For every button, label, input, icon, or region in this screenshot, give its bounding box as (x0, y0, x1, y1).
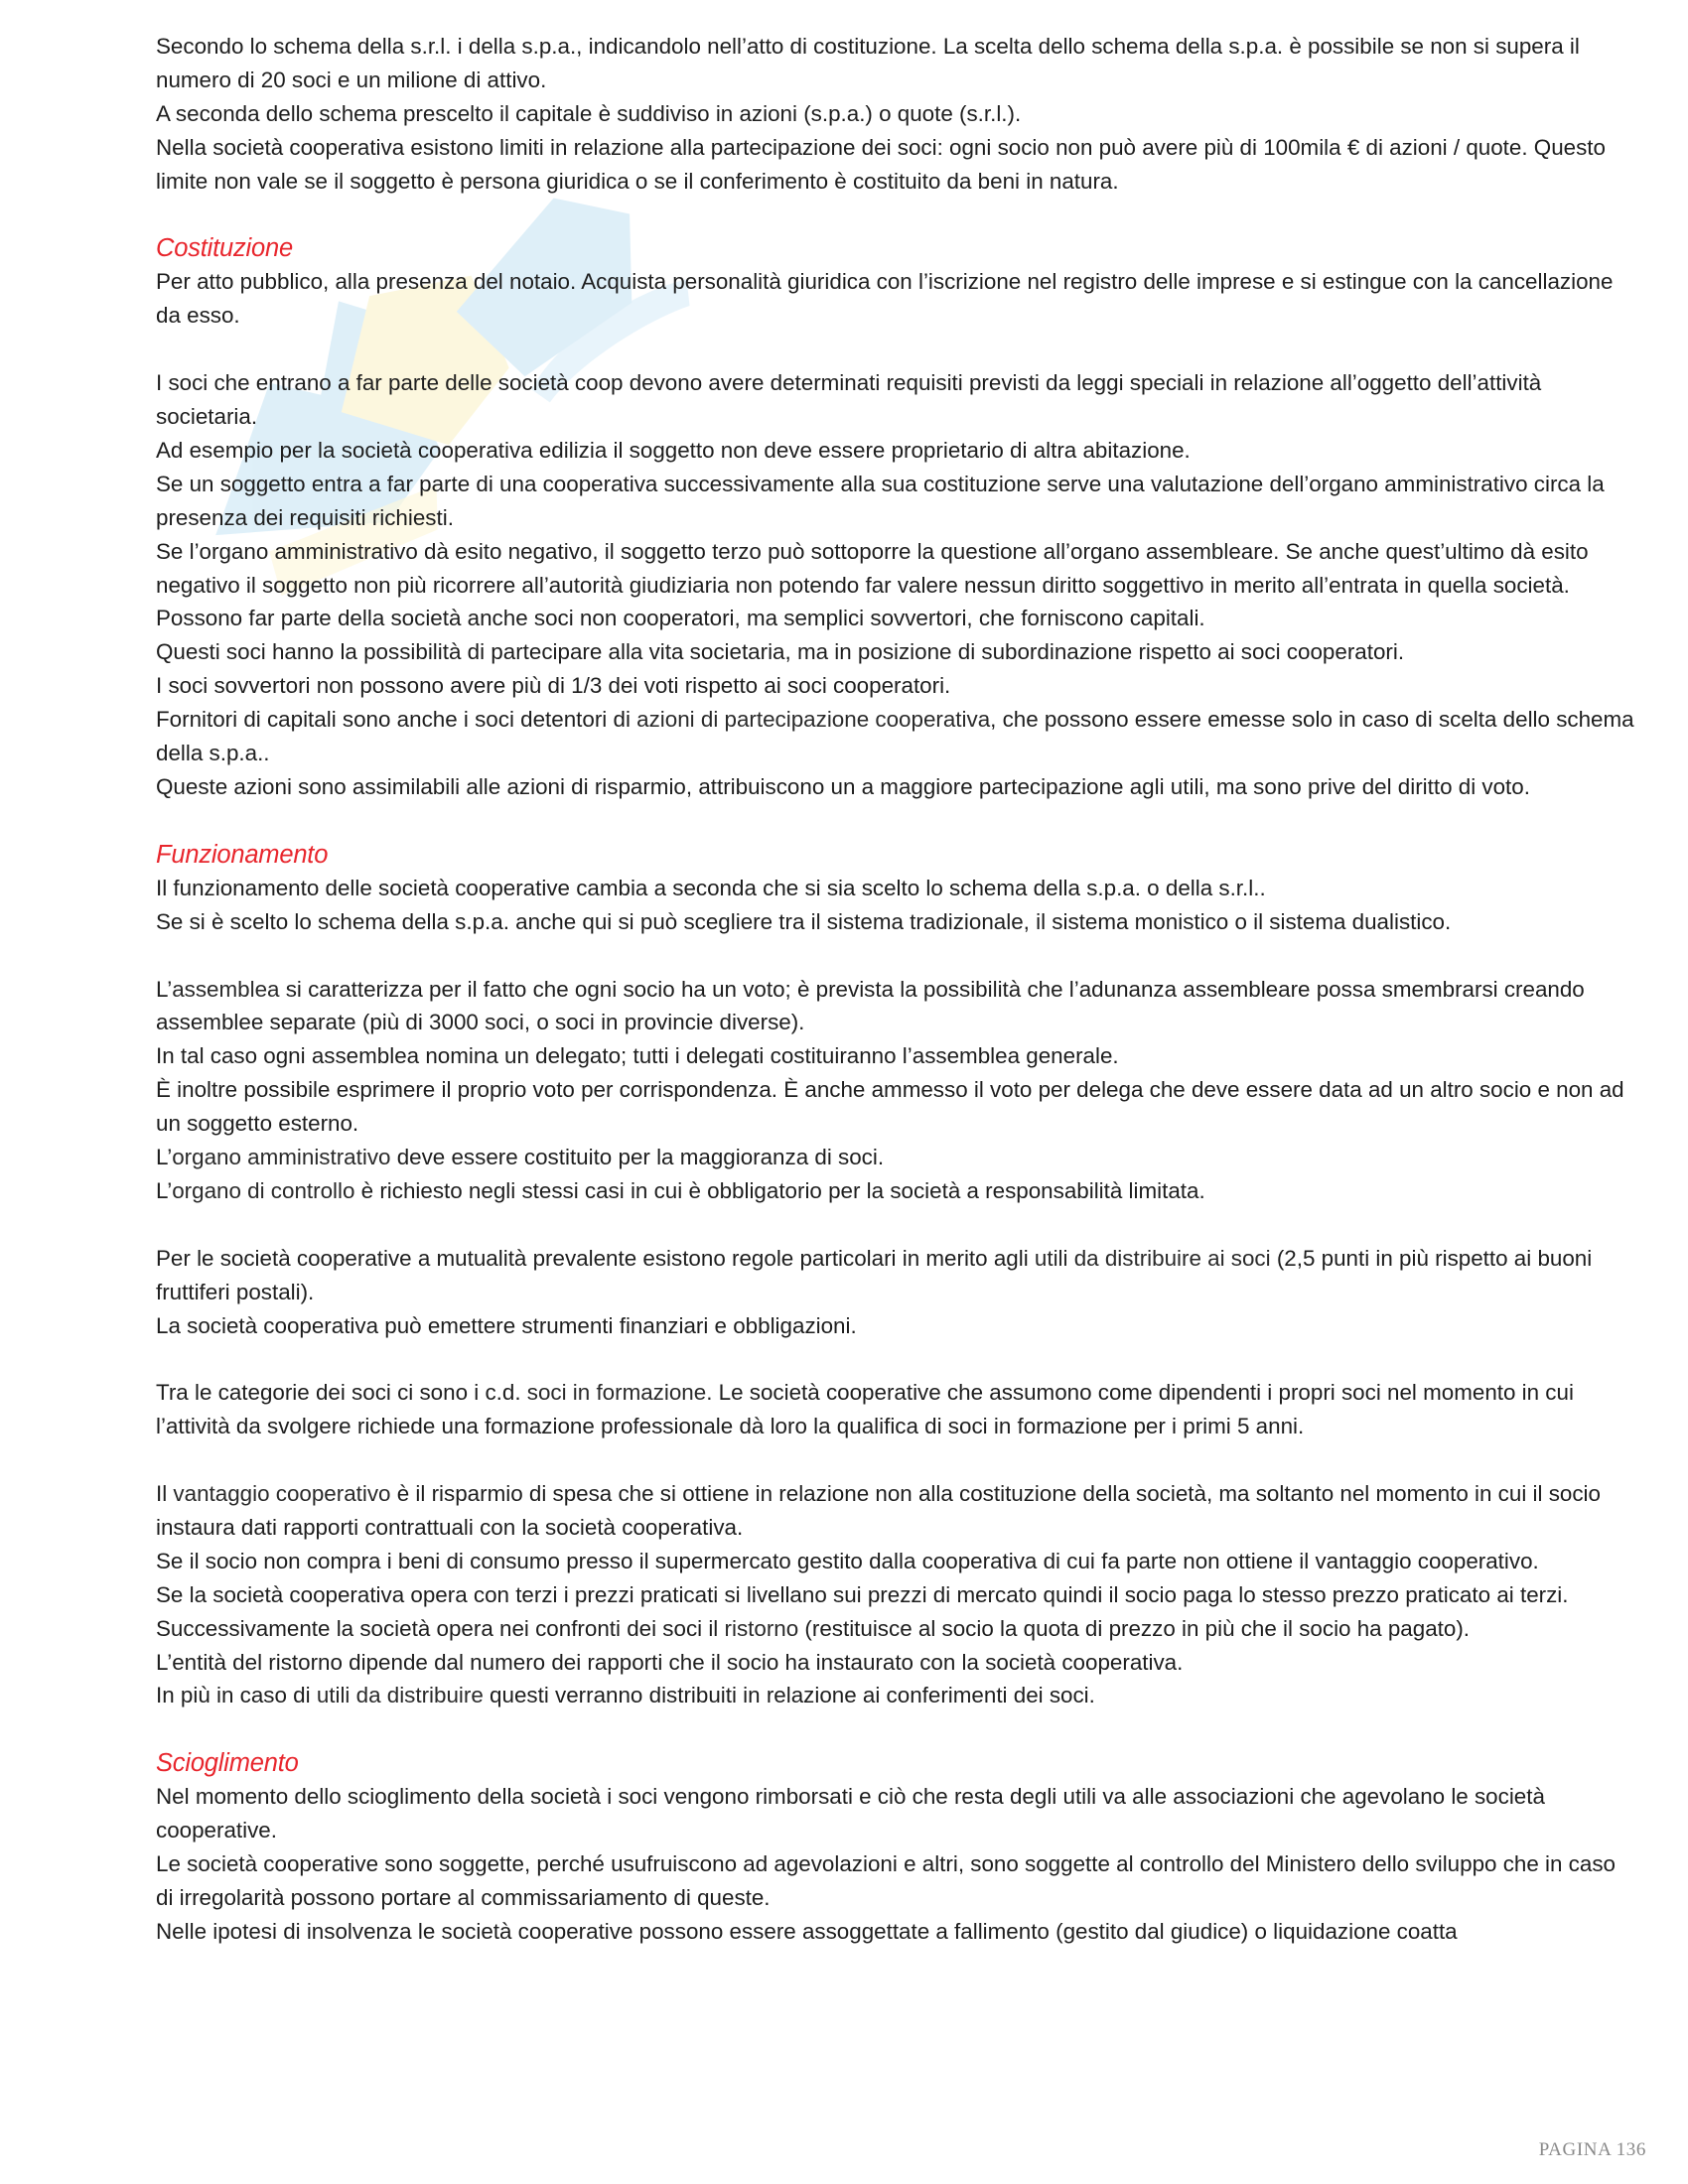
section-heading-costituzione: Costituzione (156, 234, 293, 263)
document-body (156, 30, 1635, 1949)
highlighted-term: utili da distribuire (316, 1683, 484, 1708)
funzionamento-paragraph-12: Se il socio non compra i beni di consumo presso il supermercato gestito dalla cooperativa di cui fa parte non ottiene il vantaggio cooperativo. (156, 1548, 1539, 1573)
funzionamento-paragraph-14 (156, 1612, 1635, 1646)
costituzione-paragraph-5: Se l’organo amministrativo dà esito negativo, il soggetto terzo può sottoporre la questione all’organo assembleare. Se anche quest’ultimo dà esito negativo il soggetto non più ricorrere all’autorità giudiziaria non potendo far valere nessun diritto soggettivo in merito all’entrata in quella società. (156, 538, 1589, 598)
text-run: (2,5 punti in più rispetto ai buoni fruttiferi postali). (156, 1245, 1593, 1304)
costituzione-paragraph-8: I soci sovvertori non possono avere più di 1/3 dei voti rispetto ai soci cooperatori. (156, 673, 951, 699)
funzionamento-paragraph-11 (156, 1477, 1635, 1545)
scioglimento-paragraph-1: Nel momento dello scioglimento della società i soci vengono rimborsati e ciò che resta degli utili va alle associazioni che agevolano le società cooperative. (156, 1784, 1545, 1843)
text-run: L’ (156, 1145, 173, 1170)
text-run: è richiesto negli stessi casi in cui è obbligatorio per la società a responsabilità limitata. (354, 1177, 1205, 1203)
highlighted-term: soci in formazione (526, 1380, 707, 1406)
costituzione-paragraph-1: Per atto pubblico, alla presenza del notaio. Acquista personalità giuridica con l’iscrizione nel registro delle imprese e si estingue con la cancellazione da esso. (156, 269, 1614, 329)
text-run: questi verranno distribuiti in relazione ai conferimenti dei soci. (483, 1683, 1095, 1708)
text-run: In più in caso di (156, 1683, 317, 1708)
text-run: Tra le categorie dei soci ci sono i c.d. (156, 1380, 527, 1406)
funzionamento-paragraph-9: La società cooperativa può emettere strumenti finanziari e obbligazioni. (156, 1312, 857, 1338)
highlighted-term: utili da distribuire ai soci (1034, 1245, 1271, 1271)
funzionamento-paragraph-7 (156, 1174, 1635, 1208)
funzionamento-paragraph-13: Se la società cooperativa opera con terzi i prezzi praticati si livellano sui prezzi di mercato quindi il socio paga lo stesso prezzo praticato ai terzi. (156, 1581, 1569, 1607)
funzionamento-paragraph-4: In tal caso ogni assemblea nomina un delegato; tutti i delegati costituiranno l’assemblea generale. (156, 1043, 1119, 1069)
costituzione-paragraph-2: I soci che entrano a far parte delle società coop devono avere determinati requisiti previsti da leggi speciali in relazione all’oggetto dell’attività societaria. (156, 370, 1542, 430)
scioglimento-paragraph-2: Le società cooperative sono soggette, perché usufruiscono ad agevolazioni e altri, sono soggette al controllo del Ministero dello sviluppo che in caso di irregolarità possono portare al commissariamento di queste. (156, 1851, 1616, 1910)
highlighted-term: vantaggio cooperativo (173, 1481, 391, 1507)
costituzione-paragraph-6: Possono far parte della società anche soci non cooperatori, ma semplici sovvertori, che forniscono capitali. (156, 606, 1205, 631)
funzionamento-paragraph-6 (156, 1141, 1635, 1174)
text-run: Il (156, 1481, 174, 1507)
text-run: deve essere costituito per la maggioranza di soci. (390, 1145, 885, 1170)
costituzione-paragraph-7: Questi soci hanno la possibilità di partecipare alla vita societaria, ma in posizione di subordinazione rispetto ai soci cooperatori. (156, 639, 1405, 665)
costituzione-paragraph-4: Se un soggetto entra a far parte di una cooperativa successivamente alla sua costituzione serve una valutazione dell’organo amministrativo circa la presenza dei requisiti richiesti. (156, 471, 1605, 530)
text-run: L’ (156, 1177, 173, 1203)
highlighted-term: azioni di partecipazione cooperativa (636, 707, 991, 733)
funzionamento-paragraph-1: Il funzionamento delle società cooperative cambia a seconda che si sia scelto lo schema della s.p.a. o della s.r.l.. (156, 875, 1266, 900)
text-run: Fornitori di capitali sono anche i soci detentori di (156, 707, 637, 733)
costituzione-paragraph-3: Ad esempio per la società cooperativa edilizia il soggetto non deve essere proprietario di altra abitazione. (156, 437, 1191, 463)
intro-paragraph-1: Secondo lo schema della s.r.l. i della s.p.a., indicandolo nell’atto di costituzione. La scelta dello schema della s.p.a. è possibile se non si supera il numero di 20 soci e un milione di attivo. (156, 34, 1580, 92)
highlighted-term: organo amministrativo (172, 1145, 391, 1170)
scioglimento-paragraph-3: Nelle ipotesi di insolvenza le società cooperative possono essere assoggettate a fallimento (gestito dal giudice) o liquidazione coatta (156, 1918, 1458, 1944)
funzionamento-paragraph-8 (156, 1242, 1635, 1309)
section-heading-funzionamento: Funzionamento (156, 840, 329, 869)
highlighted-term: organo di controllo (172, 1177, 355, 1203)
funzionamento-paragraph-15: L’entità del ristorno dipende dal numero dei rapporti che il socio ha instaurato con la società cooperativa. (156, 1649, 1184, 1675)
text-run: (restituisce al socio la quota di prezzo in più che il socio ha pagato). (798, 1615, 1471, 1641)
intro-paragraph-2: A seconda dello schema prescelto il capitale è suddiviso in azioni (s.p.a.) o quote (s.r.l.). (156, 100, 1022, 126)
funzionamento-paragraph-16 (156, 1679, 1635, 1712)
costituzione-paragraph-9 (156, 703, 1635, 770)
text-run: Per le società cooperative a mutualità prevalente esistono regole particolari in merito agli (156, 1245, 1035, 1271)
section-heading-scioglimento: Scioglimento (156, 1749, 299, 1778)
page-number: PAGINA 136 (1538, 2139, 1646, 2160)
costituzione-paragraph-10: Queste azioni sono assimilabili alle azioni di risparmio, attribuiscono un a maggiore partecipazione agli utili, ma sono prive del diritto di voto. (156, 774, 1530, 799)
text-run: Successivamente la società opera nei confronti dei soci il (156, 1615, 725, 1641)
highlighted-term: assemblea (172, 976, 280, 1002)
funzionamento-paragraph-3 (156, 973, 1635, 1040)
funzionamento-paragraph-5: È inoltre possibile esprimere il proprio voto per corrispondenza. È anche ammesso il voto per delega che deve essere data ad un altro socio e non ad un soggetto esterno. (156, 1077, 1624, 1137)
intro-paragraph-3: Nella società cooperativa esistono limiti in relazione alla partecipazione dei soci: ogni socio non può avere più di 100mila € di azioni / quote. Questo limite non vale se il soggetto è persona giuridica o se il conferimento è costituito da beni in natura. (156, 134, 1606, 194)
text-run: è il risparmio di spesa che si ottiene in relazione non alla costituzione della società, ma soltanto nel momento in cui il socio instaura dati rapporti contrattuali con la società cooperativa. (156, 1481, 1601, 1540)
text-run: , che possono essere emesse solo in caso di scelta dello schema della s.p.a.. (156, 707, 1634, 766)
text-run: . Le società cooperative che assumono come dipendenti i propri soci nel momento in cui l’attività da svolgere richiede una formazione professionale dà loro la qualifica di soci in formazione per i primi 5 anni. (156, 1380, 1574, 1439)
funzionamento-paragraph-2: Se si è scelto lo schema della s.p.a. anche qui si può scegliere tra il sistema tradizionale, il sistema monistico o il sistema dualistico. (156, 908, 1452, 934)
text-run: si caratterizza per il fatto che ogni socio ha un voto; è prevista la possibilità che l’adunanza assembleare possa smembrarsi creando assemblee separate (più di 3000 soci, o soci in provincie diverse). (156, 976, 1585, 1035)
text-run: L’ (156, 976, 173, 1002)
highlighted-term: ristorno (724, 1615, 799, 1641)
funzionamento-paragraph-10 (156, 1376, 1635, 1443)
